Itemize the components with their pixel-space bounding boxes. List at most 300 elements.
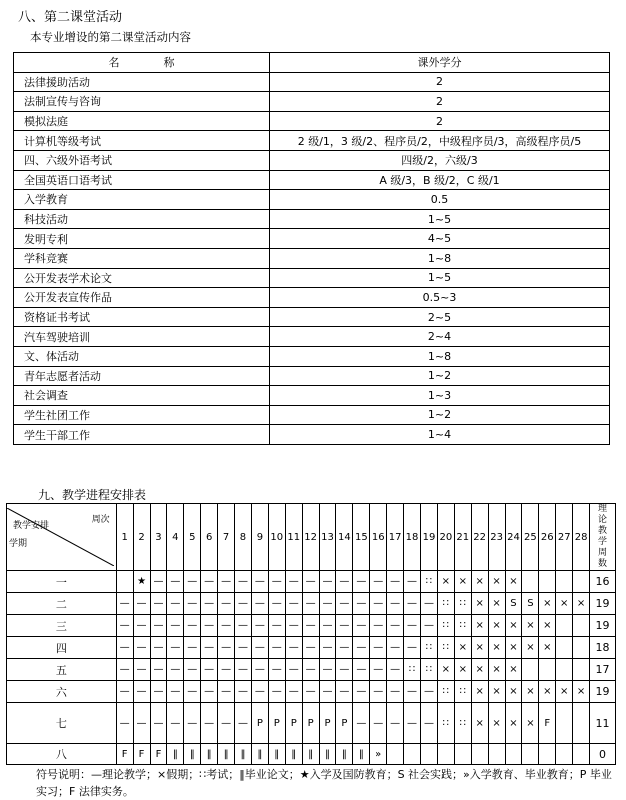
week-cell: — xyxy=(116,593,133,615)
week-cell: — xyxy=(116,615,133,637)
semester-label: 一 xyxy=(7,571,117,593)
week-header: 6 xyxy=(201,504,218,571)
activity-name: 四、六级外语考试 xyxy=(14,150,270,170)
week-cell: ‖ xyxy=(268,744,285,765)
week-cell: ∷ xyxy=(421,571,438,593)
week-cell: ∷ xyxy=(454,703,471,744)
week-cell xyxy=(573,659,590,681)
activity-credit: 0.5~3 xyxy=(270,288,610,308)
week-cell: — xyxy=(201,659,218,681)
week-cell xyxy=(573,615,590,637)
week-cell: — xyxy=(251,659,268,681)
week-cell: — xyxy=(150,593,167,615)
week-cell: — xyxy=(150,659,167,681)
week-header: 18 xyxy=(404,504,421,571)
week-cell: S xyxy=(505,593,522,615)
week-cell: × xyxy=(573,593,590,615)
week-cell: × xyxy=(522,703,539,744)
week-cell: — xyxy=(251,637,268,659)
week-cell: — xyxy=(336,615,353,637)
activity-row xyxy=(14,248,610,268)
week-cell: — xyxy=(133,637,150,659)
week-cell: — xyxy=(387,659,404,681)
week-cell: — xyxy=(387,615,404,637)
week-cell: ∷ xyxy=(404,659,421,681)
week-cell: — xyxy=(319,637,336,659)
week-cell: — xyxy=(133,703,150,744)
activity-row xyxy=(14,288,610,308)
week-cell xyxy=(505,744,522,765)
week-cell: — xyxy=(404,571,421,593)
week-cell xyxy=(522,659,539,681)
week-cell: — xyxy=(235,637,252,659)
activity-name: 公开发表宣传作品 xyxy=(14,288,270,308)
week-cell: — xyxy=(201,703,218,744)
activity-credit: 四级/2，六级/3 xyxy=(270,150,610,170)
week-cell xyxy=(471,744,488,765)
week-cell: × xyxy=(522,637,539,659)
week-header: 15 xyxy=(353,504,370,571)
week-cell xyxy=(387,744,404,765)
week-cell: — xyxy=(302,681,319,703)
week-cell: — xyxy=(201,615,218,637)
week-header: 14 xyxy=(336,504,353,571)
week-cell: — xyxy=(353,681,370,703)
week-header: 21 xyxy=(454,504,471,571)
activity-credit: 1~4 xyxy=(270,425,610,445)
week-cell xyxy=(488,744,505,765)
week-cell: ‖ xyxy=(336,744,353,765)
schedule-table xyxy=(6,503,616,765)
week-cell: — xyxy=(150,681,167,703)
week-cell xyxy=(539,744,556,765)
activity-row xyxy=(14,150,610,170)
week-header: 25 xyxy=(522,504,539,571)
week-cell: — xyxy=(302,571,319,593)
semester-label: 三 xyxy=(7,615,117,637)
section-9-heading: 九、教学进程安排表 xyxy=(38,488,147,502)
week-cell: F xyxy=(116,744,133,765)
week-cell: × xyxy=(539,637,556,659)
week-cell: × xyxy=(471,681,488,703)
semester-row xyxy=(7,703,616,744)
week-header: 11 xyxy=(285,504,302,571)
week-cell: — xyxy=(336,571,353,593)
week-cell: — xyxy=(404,681,421,703)
week-cell: — xyxy=(285,637,302,659)
week-cell: ‖ xyxy=(353,744,370,765)
week-cell: — xyxy=(336,681,353,703)
week-cell xyxy=(522,571,539,593)
activity-name: 学科竞赛 xyxy=(14,248,270,268)
activity-name: 社会调查 xyxy=(14,386,270,406)
activity-credit: 1~8 xyxy=(270,248,610,268)
week-cell: ∷ xyxy=(437,637,454,659)
week-cell: — xyxy=(218,681,235,703)
semester-total: 19 xyxy=(590,593,616,615)
week-cell: — xyxy=(319,659,336,681)
col-name-header: 名 称 xyxy=(14,53,270,73)
activity-name: 公开发表学术论文 xyxy=(14,268,270,288)
week-cell: — xyxy=(268,681,285,703)
week-cell: F xyxy=(133,744,150,765)
activity-credit: 1~5 xyxy=(270,268,610,288)
week-header: 17 xyxy=(387,504,404,571)
week-header: 5 xyxy=(184,504,201,571)
week-cell: P xyxy=(285,703,302,744)
week-cell: — xyxy=(319,571,336,593)
week-cell: ‖ xyxy=(201,744,218,765)
activity-credit: 1~8 xyxy=(270,346,610,366)
week-cell: S xyxy=(522,593,539,615)
activity-name: 发明专利 xyxy=(14,229,270,249)
week-cell: — xyxy=(387,593,404,615)
week-cell: — xyxy=(421,681,438,703)
week-cell: — xyxy=(285,593,302,615)
activity-credit: 2 级/1，3 级/2、程序员/2，中级程序员/3，高级程序员/5 xyxy=(270,131,610,151)
week-cell: P xyxy=(319,703,336,744)
activity-name: 法制宣传与咨询 xyxy=(14,92,270,112)
week-cell: — xyxy=(336,637,353,659)
week-cell: — xyxy=(133,681,150,703)
activity-credit: 4~5 xyxy=(270,229,610,249)
week-cell: — xyxy=(116,681,133,703)
week-cell: — xyxy=(319,681,336,703)
week-cell xyxy=(421,744,438,765)
week-cell: × xyxy=(437,571,454,593)
activity-name: 计算机等级考试 xyxy=(14,131,270,151)
week-cell: × xyxy=(539,593,556,615)
week-cell: — xyxy=(251,593,268,615)
week-cell: — xyxy=(319,593,336,615)
week-header: 19 xyxy=(421,504,438,571)
week-cell: — xyxy=(285,659,302,681)
activity-credit: 2 xyxy=(270,72,610,92)
week-cell: × xyxy=(505,637,522,659)
week-cell: — xyxy=(336,659,353,681)
week-cell: — xyxy=(150,637,167,659)
week-header: 28 xyxy=(573,504,590,571)
week-cell xyxy=(556,637,573,659)
week-cell: — xyxy=(218,659,235,681)
activity-name: 学生干部工作 xyxy=(14,425,270,445)
semester-label: 七 xyxy=(7,703,117,744)
week-cell xyxy=(573,744,590,765)
week-cell: — xyxy=(353,637,370,659)
week-cell: — xyxy=(235,571,252,593)
week-cell: — xyxy=(116,637,133,659)
week-cell: × xyxy=(488,659,505,681)
section-8-heading: 八、第二课堂活动 xyxy=(18,10,123,25)
week-cell: — xyxy=(404,615,421,637)
week-cell xyxy=(556,571,573,593)
week-cell: × xyxy=(471,703,488,744)
week-cell: — xyxy=(268,637,285,659)
week-cell: — xyxy=(421,703,438,744)
activity-credit: 1~2 xyxy=(270,405,610,425)
week-cell xyxy=(573,703,590,744)
activity-credit: A 级/3，B 级/2，C 级/1 xyxy=(270,170,610,190)
week-cell: × xyxy=(488,593,505,615)
week-cell: — xyxy=(302,659,319,681)
week-cell: × xyxy=(505,681,522,703)
activity-name: 科技活动 xyxy=(14,209,270,229)
total-header: 理论教学周数 xyxy=(590,504,616,571)
week-cell: — xyxy=(133,593,150,615)
week-cell: × xyxy=(471,615,488,637)
semester-row xyxy=(7,615,616,637)
week-cell: ‖ xyxy=(218,744,235,765)
col-credit-header: 课外学分 xyxy=(270,53,610,73)
week-cell: P xyxy=(251,703,268,744)
week-header: 7 xyxy=(218,504,235,571)
week-cell: — xyxy=(133,659,150,681)
week-cell: × xyxy=(454,637,471,659)
week-cell: × xyxy=(488,637,505,659)
week-cell xyxy=(454,744,471,765)
activity-credit: 0.5 xyxy=(270,190,610,210)
week-cell: — xyxy=(218,593,235,615)
week-cell: — xyxy=(201,681,218,703)
semester-row xyxy=(7,659,616,681)
semester-total: 19 xyxy=(590,681,616,703)
week-cell: F xyxy=(539,703,556,744)
week-header: 24 xyxy=(505,504,522,571)
corner-label-week: 周次 xyxy=(91,515,110,525)
semester-total: 17 xyxy=(590,659,616,681)
week-cell: — xyxy=(251,571,268,593)
legend: 符号说明：—理论教学；×假期；∷考试；‖毕业论文；★入学及国防教育；S 社会实践；»入学教育、毕业教育；P 毕业实习；F 法律实务。 xyxy=(36,768,612,798)
week-header: 10 xyxy=(268,504,285,571)
semester-total: 19 xyxy=(590,615,616,637)
week-header: 2 xyxy=(133,504,150,571)
week-cell: — xyxy=(370,703,387,744)
week-cell: — xyxy=(218,571,235,593)
week-cell: — xyxy=(201,571,218,593)
week-cell: — xyxy=(404,593,421,615)
activity-credit: 2~5 xyxy=(270,307,610,327)
activity-name: 模拟法庭 xyxy=(14,111,270,131)
week-cell: — xyxy=(167,703,184,744)
week-header: 4 xyxy=(167,504,184,571)
week-cell: — xyxy=(404,637,421,659)
week-cell: — xyxy=(421,615,438,637)
week-cell: ∷ xyxy=(437,681,454,703)
semester-label: 六 xyxy=(7,681,117,703)
activities-table xyxy=(13,52,610,445)
activity-credit: 1~3 xyxy=(270,386,610,406)
week-cell: — xyxy=(235,681,252,703)
week-cell: — xyxy=(302,637,319,659)
week-cell: — xyxy=(353,703,370,744)
week-cell: — xyxy=(353,659,370,681)
activity-row xyxy=(14,111,610,131)
activity-row xyxy=(14,405,610,425)
week-cell: — xyxy=(235,703,252,744)
week-cell: — xyxy=(285,681,302,703)
week-cell: — xyxy=(370,659,387,681)
activity-credit: 2 xyxy=(270,111,610,131)
semester-row xyxy=(7,571,616,593)
week-cell xyxy=(556,744,573,765)
week-cell xyxy=(573,637,590,659)
semester-row xyxy=(7,744,616,765)
activity-credit: 1~5 xyxy=(270,209,610,229)
week-cell: — xyxy=(167,615,184,637)
week-cell: — xyxy=(268,659,285,681)
activity-row xyxy=(14,190,610,210)
week-cell xyxy=(437,744,454,765)
activity-row xyxy=(14,307,610,327)
week-cell: × xyxy=(556,593,573,615)
week-header: 12 xyxy=(302,504,319,571)
week-cell: × xyxy=(471,593,488,615)
week-cell: — xyxy=(184,615,201,637)
week-header: 16 xyxy=(370,504,387,571)
activity-row xyxy=(14,268,610,288)
corner-label-semester: 学期 xyxy=(9,539,28,549)
section-8-subheading: 本专业增设的第二课堂活动内容 xyxy=(30,30,191,44)
week-cell: — xyxy=(150,615,167,637)
activity-row xyxy=(14,170,610,190)
week-cell: ‖ xyxy=(251,744,268,765)
week-cell: » xyxy=(370,744,387,765)
activity-row xyxy=(14,92,610,112)
week-cell: P xyxy=(268,703,285,744)
week-header: 8 xyxy=(235,504,252,571)
week-header: 20 xyxy=(437,504,454,571)
week-cell: ‖ xyxy=(319,744,336,765)
week-cell: — xyxy=(150,703,167,744)
week-cell: — xyxy=(235,615,252,637)
week-cell: — xyxy=(167,593,184,615)
semester-label: 四 xyxy=(7,637,117,659)
week-cell: — xyxy=(353,593,370,615)
week-cell: × xyxy=(573,681,590,703)
week-cell: ∷ xyxy=(454,593,471,615)
week-cell: — xyxy=(336,593,353,615)
semester-row xyxy=(7,681,616,703)
semester-label: 五 xyxy=(7,659,117,681)
week-header: 3 xyxy=(150,504,167,571)
activity-row xyxy=(14,209,610,229)
week-header: 1 xyxy=(116,504,133,571)
week-cell: — xyxy=(319,615,336,637)
week-cell: × xyxy=(539,615,556,637)
week-cell xyxy=(556,703,573,744)
week-cell: × xyxy=(488,571,505,593)
activity-credit: 2~4 xyxy=(270,327,610,347)
week-cell: — xyxy=(302,615,319,637)
activity-row xyxy=(14,327,610,347)
week-cell xyxy=(556,615,573,637)
week-cell: ∷ xyxy=(454,615,471,637)
corner-cell xyxy=(7,504,117,571)
week-cell: × xyxy=(471,637,488,659)
week-cell: — xyxy=(218,703,235,744)
week-cell: — xyxy=(235,659,252,681)
week-header: 9 xyxy=(251,504,268,571)
week-cell: — xyxy=(387,681,404,703)
week-cell: ∷ xyxy=(437,615,454,637)
week-cell: — xyxy=(353,615,370,637)
week-cell: — xyxy=(184,571,201,593)
week-cell: — xyxy=(387,571,404,593)
week-cell: — xyxy=(201,637,218,659)
week-cell: × xyxy=(437,659,454,681)
week-cell: × xyxy=(522,681,539,703)
week-cell: ∷ xyxy=(421,659,438,681)
week-cell: — xyxy=(167,659,184,681)
week-cell: — xyxy=(285,571,302,593)
week-cell: × xyxy=(454,659,471,681)
week-cell: × xyxy=(471,571,488,593)
week-cell: ‖ xyxy=(285,744,302,765)
week-cell: — xyxy=(184,681,201,703)
week-cell: — xyxy=(167,571,184,593)
week-cell: — xyxy=(201,593,218,615)
week-cell: — xyxy=(251,615,268,637)
activity-name: 法律援助活动 xyxy=(14,72,270,92)
week-cell: ∷ xyxy=(421,637,438,659)
activity-row xyxy=(14,386,610,406)
week-cell: ‖ xyxy=(167,744,184,765)
week-cell: P xyxy=(336,703,353,744)
activity-row xyxy=(14,72,610,92)
week-cell: ‖ xyxy=(235,744,252,765)
week-cell: × xyxy=(488,615,505,637)
activity-credit: 1~2 xyxy=(270,366,610,386)
week-cell: — xyxy=(370,571,387,593)
week-header: 27 xyxy=(556,504,573,571)
week-cell: × xyxy=(488,681,505,703)
week-cell xyxy=(522,744,539,765)
week-cell: × xyxy=(539,681,556,703)
semester-total: 0 xyxy=(590,744,616,765)
week-cell: — xyxy=(218,615,235,637)
week-cell: — xyxy=(387,637,404,659)
week-cell xyxy=(539,571,556,593)
week-cell: — xyxy=(116,703,133,744)
week-cell: × xyxy=(488,703,505,744)
semester-row xyxy=(7,593,616,615)
corner-label-arrangement: 教学安排 xyxy=(13,521,50,531)
week-cell: — xyxy=(116,659,133,681)
week-cell: — xyxy=(251,681,268,703)
week-cell: × xyxy=(522,615,539,637)
activity-credit: 2 xyxy=(270,92,610,112)
week-cell: × xyxy=(471,659,488,681)
week-cell: — xyxy=(421,593,438,615)
activity-name: 入学教育 xyxy=(14,190,270,210)
week-cell: × xyxy=(505,659,522,681)
week-cell: — xyxy=(268,615,285,637)
semester-label: 二 xyxy=(7,593,117,615)
week-cell: × xyxy=(505,571,522,593)
week-cell: — xyxy=(387,703,404,744)
week-cell: — xyxy=(404,703,421,744)
week-cell: × xyxy=(505,703,522,744)
week-cell: ∷ xyxy=(437,593,454,615)
activity-row xyxy=(14,131,610,151)
semester-total: 18 xyxy=(590,637,616,659)
week-cell: ‖ xyxy=(302,744,319,765)
week-cell: × xyxy=(556,681,573,703)
week-cell xyxy=(404,744,421,765)
activity-name: 汽车驾驶培训 xyxy=(14,327,270,347)
week-header: 23 xyxy=(488,504,505,571)
week-cell: — xyxy=(133,615,150,637)
